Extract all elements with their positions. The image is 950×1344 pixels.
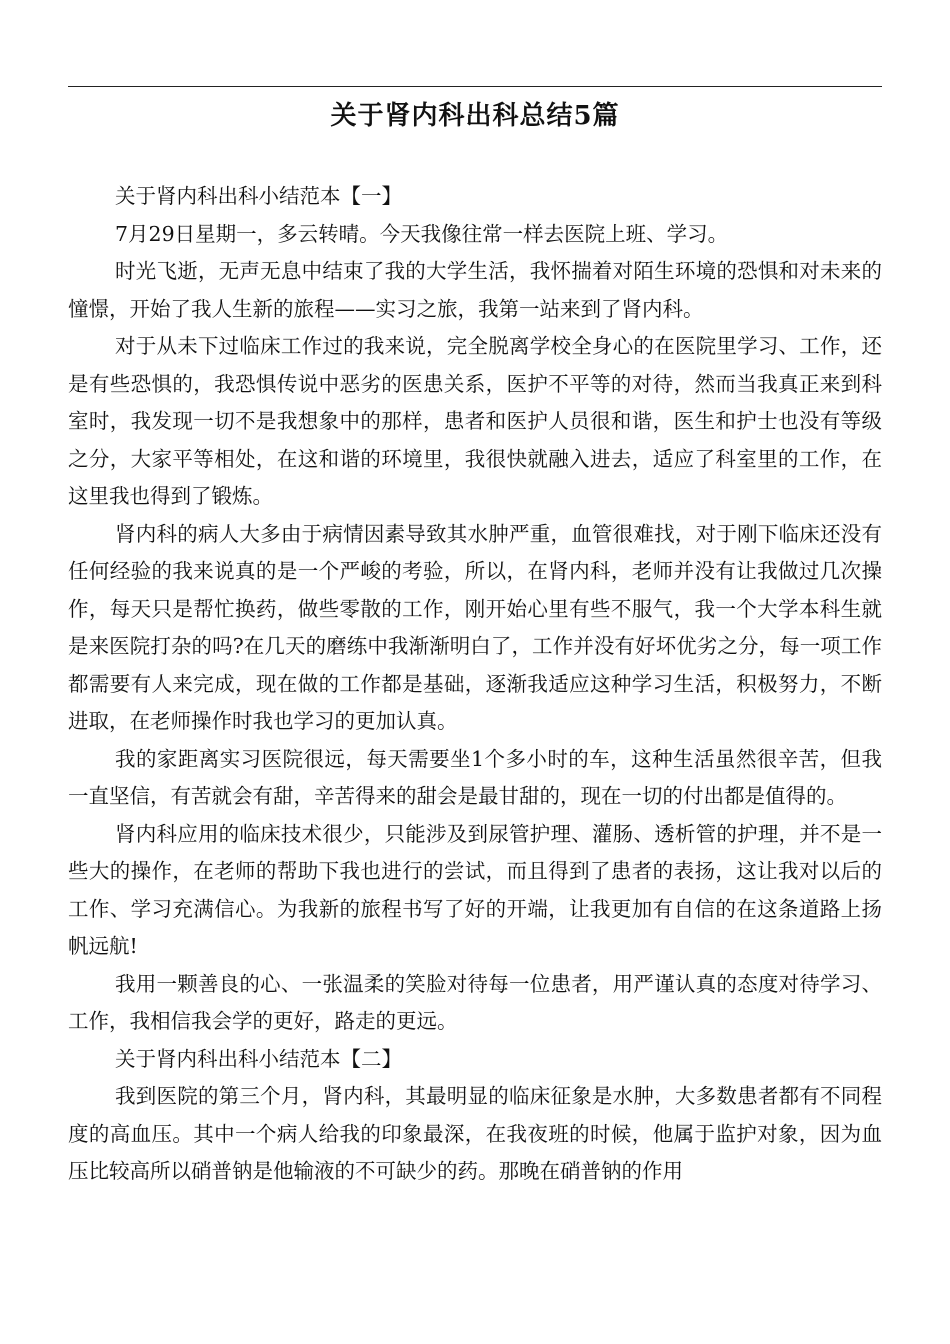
paragraph-date: 7月29日星期一，多云转晴。今天我像往常一样去医院上班、学习。 <box>115 221 729 246</box>
document-body <box>68 178 882 1191</box>
paragraph: 时光飞逝，无声无息中结束了我的大学生活，我怀揣着对陌生环境的恐惧和对未来的憧憬，开始了我人生新的旅程——实习之旅，我第一站来到了肾内科。 <box>68 259 882 321</box>
paragraph: 我用一颗善良的心、一张温柔的笑脸对待每一位患者，用严谨认真的态度对待学习、工作，我相信我会学的更好，路走的更远。 <box>68 971 882 1033</box>
section-heading-2: 关于肾内科出科小结范本【二】 <box>115 1046 402 1071</box>
paragraph: 我的家距离实习医院很远，每天需要坐1个多小时的车，这种生活虽然很辛苦，但我一直坚信，有苦就会有甜，辛苦得来的甜会是最甘甜的，现在一切的付出都是值得的。 <box>68 746 882 808</box>
paragraph: 肾内科应用的临床技术很少，只能涉及到尿管护理、灌肠、透析管的护理，并不是一些大的操作，在老师的帮助下我也进行的尝试，而且得到了患者的表扬，这让我对以后的工作、学习充满信心。为我新的旅程书写了好的开端，让我更加有自信的在这条道路上扬帆远航! <box>68 821 882 958</box>
section-heading-1: 关于肾内科出科小结范本【一】 <box>115 184 402 208</box>
paragraph: 肾内科的病人大多由于病情因素导致其水肿严重，血管很难找，对于刚下临床还没有任何经验的我来说真的是一个严峻的考验，所以，在肾内科，老师并没有让我做过几次操作，每天只是帮忙换药，做些零散的工作，刚开始心里有些不服气，我一个大学本科生就是来医院打杂的吗?在几天的磨练中我渐渐明白了，工作并没有好坏优劣之分，每一项工作都需要有人来完成，现在做的工作都是基础，逐渐我适应这种学习生活，积极努力，不断进取，在老师操作时我也学习的更加认真。 <box>68 521 882 733</box>
paragraph: 对于从未下过临床工作过的我来说，完全脱离学校全身心的在医院里学习、工作，还是有些恐惧的，我恐惧传说中恶劣的医患关系，医护不平等的对待，然而当我真正来到科室时，我发现一切不是我想象中的那样，患者和医护人员很和谐，医生和护士也没有等级之分，大家平等相处，在这和谐的环境里，我很快就融入进去，适应了科室里的工作，在这里我也得到了锻炼。 <box>68 334 882 508</box>
document-title: 关于肾内科出科总结5篇 <box>330 101 620 131</box>
paragraph: 我到医院的第三个月，肾内科，其最明显的临床征象是水肿，大多数患者都有不同程度的高血压。其中一个病人给我的印象最深，在我夜班的时候，他属于监护对象，因为血压比较高所以硝普钠是他输液的不可缺少的药。那晚在硝普钠的作用 <box>68 1084 882 1183</box>
header-rule <box>68 86 882 87</box>
